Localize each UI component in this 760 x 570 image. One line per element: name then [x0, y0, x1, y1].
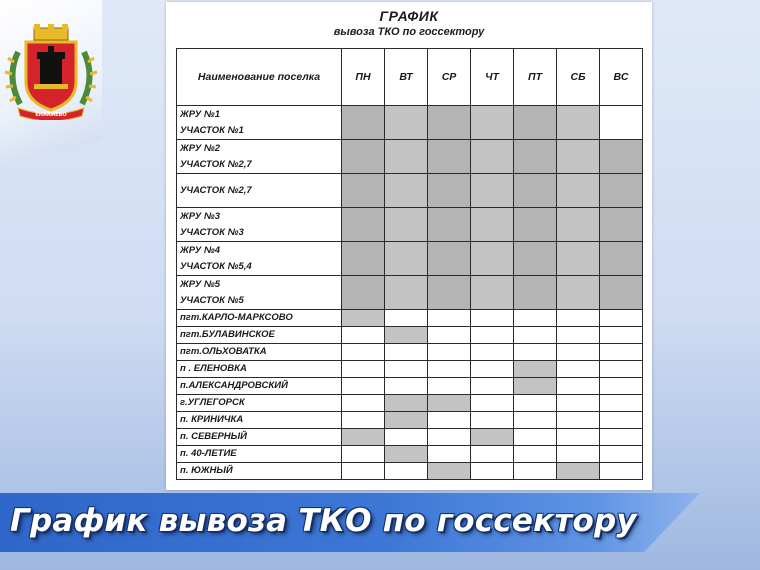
- pickup-day-marked-cell: [600, 140, 643, 174]
- table-row: [177, 174, 643, 208]
- pickup-day-empty-cell: [514, 327, 557, 344]
- settlement-name-cell: [177, 208, 342, 242]
- settlement-name-cell: [177, 106, 342, 140]
- settlement-name-cell: [177, 378, 342, 395]
- pickup-day-empty-cell: [600, 327, 643, 344]
- settlement-name-line: ЖРУ №1: [180, 108, 221, 120]
- pickup-day-empty-cell: [385, 463, 428, 480]
- pickup-day-empty-cell: [557, 378, 600, 395]
- settlement-name-line: ЖРУ №2: [180, 142, 221, 154]
- pickup-day-marked-cell: [514, 242, 557, 276]
- pickup-day-marked-cell: [428, 395, 471, 412]
- column-header-day: СР: [428, 49, 471, 106]
- pickup-day-marked-cell: [600, 174, 643, 208]
- pickup-day-empty-cell: [385, 378, 428, 395]
- settlement-name-line: п. КРИНИЧКА: [180, 414, 244, 425]
- table-row: [177, 361, 643, 378]
- pickup-day-marked-cell: [514, 208, 557, 242]
- pickup-day-empty-cell: [342, 378, 385, 395]
- pickup-day-marked-cell: [385, 395, 428, 412]
- column-header-settlement: Наименование поселка: [177, 49, 342, 106]
- settlement-name-line: ЖРУ №3: [180, 210, 221, 222]
- pickup-day-empty-cell: [557, 327, 600, 344]
- pickup-day-empty-cell: [557, 429, 600, 446]
- pickup-day-marked-cell: [471, 140, 514, 174]
- pickup-day-empty-cell: [342, 344, 385, 361]
- pickup-day-empty-cell: [471, 327, 514, 344]
- pickup-day-marked-cell: [600, 276, 643, 310]
- pickup-day-empty-cell: [600, 412, 643, 429]
- pickup-day-marked-cell: [428, 463, 471, 480]
- settlement-name-line: УЧАСТОК №3: [180, 226, 244, 238]
- pickup-day-marked-cell: [514, 140, 557, 174]
- document-subtitle: вывоза ТКО по госсектору: [333, 26, 485, 38]
- pickup-day-empty-cell: [471, 310, 514, 327]
- pickup-day-marked-cell: [514, 361, 557, 378]
- pickup-day-empty-cell: [600, 310, 643, 327]
- column-header-day: ВТ: [385, 49, 428, 106]
- pickup-day-marked-cell: [471, 106, 514, 140]
- pickup-day-empty-cell: [514, 412, 557, 429]
- pickup-day-marked-cell: [600, 242, 643, 276]
- pickup-day-empty-cell: [342, 361, 385, 378]
- settlement-name-cell: [177, 395, 342, 412]
- city-coat-of-arms-icon: [4, 22, 98, 120]
- pickup-day-marked-cell: [514, 174, 557, 208]
- column-header-day: ПТ: [514, 49, 557, 106]
- pickup-day-marked-cell: [385, 446, 428, 463]
- pickup-day-marked-cell: [471, 174, 514, 208]
- settlement-name-line: ЖРУ №5: [180, 278, 221, 290]
- settlement-name-cell: [177, 174, 342, 208]
- pickup-day-empty-cell: [428, 378, 471, 395]
- pickup-day-empty-cell: [600, 463, 643, 480]
- pickup-day-empty-cell: [342, 446, 385, 463]
- pickup-day-empty-cell: [600, 378, 643, 395]
- settlement-name-cell: [177, 344, 342, 361]
- settlement-name-cell: [177, 242, 342, 276]
- settlement-name-line: п. СЕВЕРНЫЙ: [180, 431, 248, 442]
- pickup-day-marked-cell: [557, 140, 600, 174]
- table-row: [177, 446, 643, 463]
- settlement-name-line: УЧАСТОК №2,7: [180, 184, 252, 196]
- settlement-name-cell: [177, 412, 342, 429]
- table-row: [177, 463, 643, 480]
- pickup-day-empty-cell: [471, 446, 514, 463]
- pickup-day-empty-cell: [600, 446, 643, 463]
- pickup-day-empty-cell: [342, 412, 385, 429]
- pickup-day-empty-cell: [557, 446, 600, 463]
- pickup-day-empty-cell: [471, 361, 514, 378]
- pickup-day-empty-cell: [385, 310, 428, 327]
- pickup-day-empty-cell: [600, 344, 643, 361]
- table-row: [177, 106, 643, 140]
- pickup-day-marked-cell: [557, 242, 600, 276]
- pickup-day-marked-cell: [428, 140, 471, 174]
- pickup-day-empty-cell: [514, 310, 557, 327]
- settlement-name-cell: [177, 276, 342, 310]
- pickup-day-empty-cell: [385, 344, 428, 361]
- table-row: [177, 412, 643, 429]
- pickup-day-marked-cell: [385, 208, 428, 242]
- pickup-day-marked-cell: [385, 140, 428, 174]
- settlement-name-line: п. ЮЖНЫЙ: [180, 465, 233, 476]
- pickup-day-marked-cell: [557, 463, 600, 480]
- pickup-day-marked-cell: [514, 378, 557, 395]
- pickup-day-marked-cell: [428, 242, 471, 276]
- schedule-document: [166, 2, 652, 490]
- pickup-day-marked-cell: [385, 106, 428, 140]
- settlement-name-line: п.АЛЕКСАНДРОВСКИЙ: [180, 380, 288, 391]
- column-header-day: ВС: [600, 49, 643, 106]
- pickup-day-empty-cell: [428, 361, 471, 378]
- pickup-day-empty-cell: [342, 327, 385, 344]
- settlement-name-line: г.УГЛЕГОРСК: [180, 397, 245, 408]
- column-header-day: СБ: [557, 49, 600, 106]
- settlement-name-line: пгт.БУЛАВИНСКОЕ: [180, 329, 275, 340]
- pickup-day-empty-cell: [471, 463, 514, 480]
- pickup-day-empty-cell: [557, 344, 600, 361]
- pickup-day-empty-cell: [600, 395, 643, 412]
- pickup-day-marked-cell: [342, 174, 385, 208]
- pickup-day-marked-cell: [342, 429, 385, 446]
- pickup-day-empty-cell: [428, 310, 471, 327]
- pickup-day-marked-cell: [557, 276, 600, 310]
- pickup-day-marked-cell: [342, 208, 385, 242]
- pickup-day-empty-cell: [557, 412, 600, 429]
- banner-title: График вывоза ТКО по госсектору: [10, 503, 637, 539]
- settlement-name-cell: [177, 446, 342, 463]
- settlement-name-line: УЧАСТОК №5: [180, 294, 244, 306]
- pickup-day-empty-cell: [428, 412, 471, 429]
- table-row: [177, 327, 643, 344]
- schedule-body: [177, 106, 643, 480]
- settlement-name-line: ЖРУ №4: [180, 244, 221, 256]
- pickup-day-marked-cell: [385, 327, 428, 344]
- pickup-day-marked-cell: [385, 276, 428, 310]
- pickup-day-marked-cell: [385, 412, 428, 429]
- pickup-day-marked-cell: [514, 106, 557, 140]
- pickup-day-marked-cell: [428, 106, 471, 140]
- pickup-day-empty-cell: [514, 446, 557, 463]
- pickup-day-empty-cell: [385, 361, 428, 378]
- pickup-day-marked-cell: [385, 174, 428, 208]
- settlement-name-line: УЧАСТОК №2,7: [180, 158, 252, 170]
- pickup-day-marked-cell: [342, 242, 385, 276]
- table-row: [177, 429, 643, 446]
- pickup-day-empty-cell: [428, 344, 471, 361]
- pickup-day-marked-cell: [557, 106, 600, 140]
- schedule-table: [176, 48, 643, 480]
- pickup-day-marked-cell: [342, 106, 385, 140]
- pickup-day-marked-cell: [600, 208, 643, 242]
- settlement-name-line: УЧАСТОК №1: [180, 124, 244, 136]
- table-row: [177, 276, 643, 310]
- column-header-day: ПН: [342, 49, 385, 106]
- pickup-day-empty-cell: [557, 310, 600, 327]
- pickup-day-empty-cell: [471, 395, 514, 412]
- pickup-day-empty-cell: [600, 361, 643, 378]
- pickup-day-empty-cell: [514, 395, 557, 412]
- emblem-panel: [0, 0, 102, 165]
- settlement-name-cell: [177, 429, 342, 446]
- settlement-name-line: п . ЕЛЕНОВКА: [180, 363, 247, 374]
- pickup-day-marked-cell: [385, 242, 428, 276]
- settlement-name-cell: [177, 327, 342, 344]
- pickup-day-empty-cell: [514, 463, 557, 480]
- pickup-day-marked-cell: [471, 276, 514, 310]
- pickup-day-marked-cell: [342, 276, 385, 310]
- pickup-day-empty-cell: [428, 429, 471, 446]
- settlement-name-cell: [177, 463, 342, 480]
- settlement-name-cell: [177, 140, 342, 174]
- pickup-day-empty-cell: [428, 327, 471, 344]
- pickup-day-marked-cell: [557, 208, 600, 242]
- pickup-day-empty-cell: [557, 395, 600, 412]
- settlement-name-line: УЧАСТОК №5,4: [180, 260, 252, 272]
- table-row: [177, 344, 643, 361]
- pickup-day-empty-cell: [471, 412, 514, 429]
- pickup-day-empty-cell: [471, 344, 514, 361]
- pickup-day-empty-cell: [385, 429, 428, 446]
- table-row: [177, 395, 643, 412]
- pickup-day-empty-cell: [514, 344, 557, 361]
- pickup-day-marked-cell: [514, 276, 557, 310]
- pickup-day-empty-cell: [514, 429, 557, 446]
- settlement-name-line: пгт.КАРЛО-МАРКСОВО: [180, 312, 293, 323]
- pickup-day-marked-cell: [428, 174, 471, 208]
- pickup-day-empty-cell: [342, 395, 385, 412]
- header-row: [177, 49, 643, 106]
- column-header-day: ЧТ: [471, 49, 514, 106]
- settlement-name-cell: [177, 361, 342, 378]
- pickup-day-empty-cell: [342, 463, 385, 480]
- pickup-day-marked-cell: [471, 208, 514, 242]
- settlement-name-cell: [177, 310, 342, 327]
- table-row: [177, 310, 643, 327]
- pickup-day-empty-cell: [557, 361, 600, 378]
- table-row: [177, 378, 643, 395]
- pickup-day-marked-cell: [471, 242, 514, 276]
- settlement-name-line: п. 40-ЛЕТИЕ: [180, 448, 237, 459]
- pickup-day-empty-cell: [600, 429, 643, 446]
- pickup-day-marked-cell: [342, 310, 385, 327]
- pickup-day-marked-cell: [557, 174, 600, 208]
- pickup-day-marked-cell: [471, 429, 514, 446]
- document-title: ГРАФИК: [379, 8, 439, 24]
- table-row: [177, 242, 643, 276]
- pickup-day-empty-cell: [600, 106, 643, 140]
- table-row: [177, 140, 643, 174]
- pickup-day-marked-cell: [342, 140, 385, 174]
- pickup-day-marked-cell: [428, 276, 471, 310]
- emblem-ribbon-text: ЕНАКИЕВО: [35, 112, 67, 118]
- settlement-name-line: пгт.ОЛЬХОВАТКА: [180, 346, 267, 357]
- pickup-day-marked-cell: [428, 208, 471, 242]
- table-row: [177, 208, 643, 242]
- pickup-day-empty-cell: [428, 446, 471, 463]
- pickup-day-empty-cell: [471, 378, 514, 395]
